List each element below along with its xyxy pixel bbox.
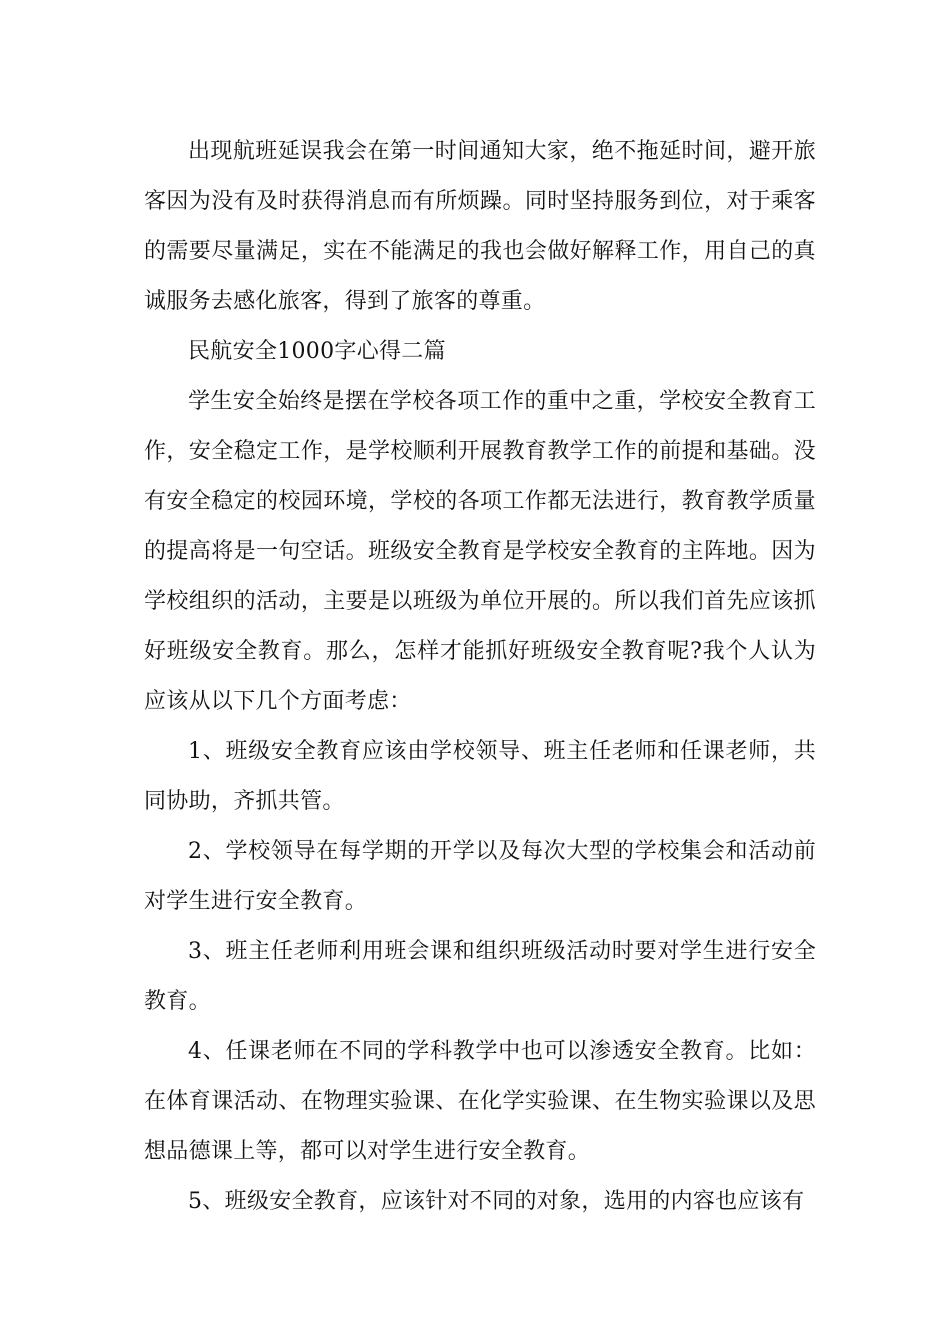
paragraph-student-safety: 学生安全始终是摆在学校各项工作的重中之重，学校安全教育工作，安全稳定工作，是学校顺利开展教育教学工作的前提和基础。没有安全稳定的校园环境，学校的各项工作都无法进行，教育教学质量的提高将是一句空话。班级安全教育是学校安全教育的主阵地。因为学校组织的活动，主要是以班级为单位开展的。所以我们首先应该抓好班级安全教育。那么，怎样才能抓好班级安全教育呢?我个人认为应该从以下几个方面考虑： bbox=[144, 389, 816, 714]
list-item-2: 2、学校领导在每学期的开学以及每次大型的学校集会和活动前对学生进行安全教育。 bbox=[144, 839, 816, 914]
list-item-4: 4、任课老师在不同的学科教学中也可以渗透安全教育。比如：在体育课活动、在物理实验课、在化学实验课、在生物实验课以及思想品德课上等，都可以对学生进行安全教育。 bbox=[144, 1039, 816, 1164]
list-item-3: 3、班主任老师利用班会课和组织班级活动时要对学生进行安全教育。 bbox=[144, 939, 816, 1014]
paragraph-heading: 民航安全1000字心得二篇 bbox=[188, 339, 446, 364]
document-body bbox=[144, 127, 816, 1227]
list-item-1: 1、班级安全教育应该由学校领导、班主任老师和任课老师，共同协助，齐抓共管。 bbox=[144, 739, 816, 814]
list-item-5: 5、班级安全教育，应该针对不同的对象，选用的内容也应该有 bbox=[188, 1189, 805, 1214]
paragraph-flight-delay: 出现航班延误我会在第一时间通知大家，绝不拖延时间，避开旅客因为没有及时获得消息而有所烦躁。同时坚持服务到位，对于乘客的需要尽量满足，实在不能满足的我也会做好解释工作，用自己的真诚服务去感化旅客，得到了旅客的尊重。 bbox=[144, 139, 816, 314]
